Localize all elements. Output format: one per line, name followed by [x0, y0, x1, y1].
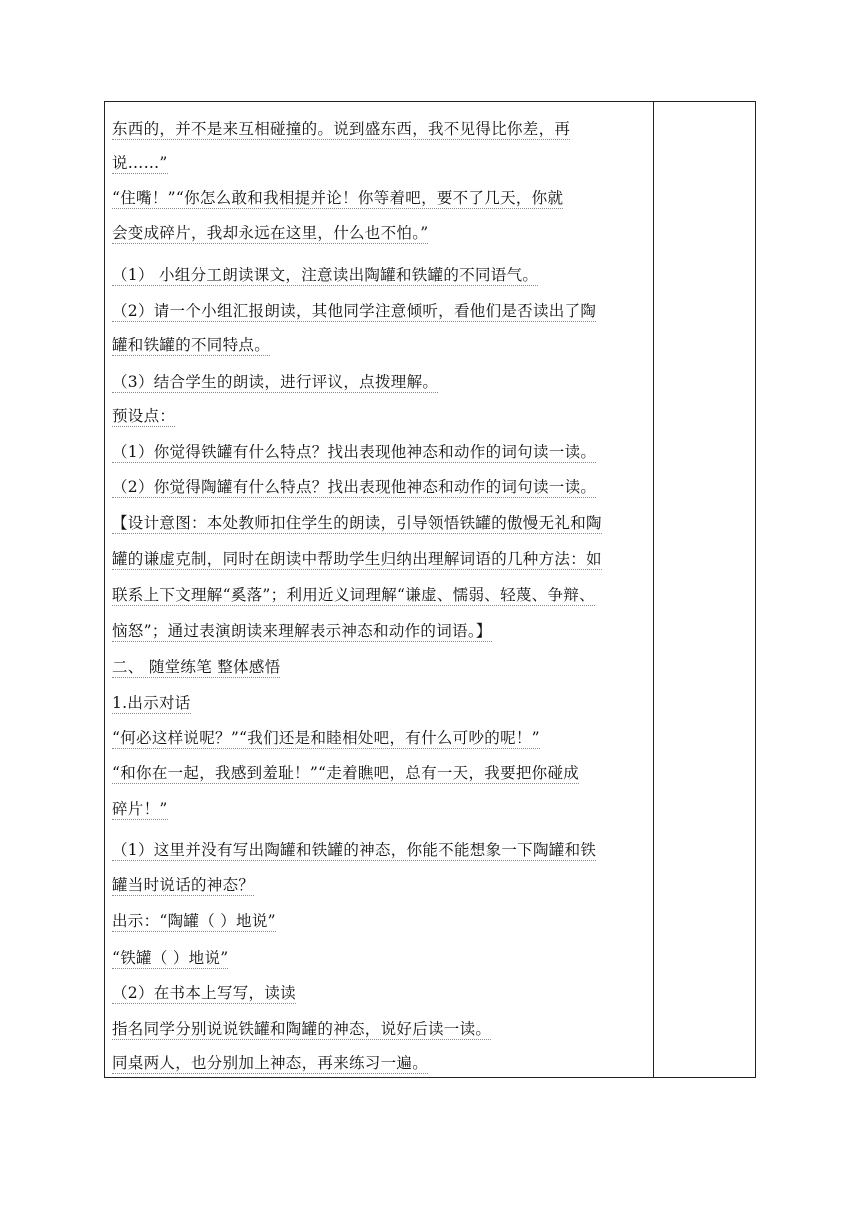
text-line-content: “铁罐（ ）地说”: [112, 949, 229, 967]
text-line-content: （1）这里并没有写出陶罐和铁罐的神态，你能不能想象一下陶罐和铁: [112, 841, 597, 859]
text-line-content: （2）在书本上写写，读读: [112, 984, 296, 1002]
text-line-content: 东西的，并不是来互相碰撞的。说到盛东西，我不见得比你差，再: [112, 120, 571, 138]
text-line: [112, 470, 596, 504]
text-line: [112, 181, 563, 215]
text-line-content: 1.出示对话: [112, 694, 191, 712]
text-line: [112, 542, 602, 576]
text-line-content: 预设点：: [112, 407, 176, 425]
text-line-content: 罐和铁罐的不同特点。: [112, 336, 271, 354]
text-line: [112, 435, 596, 469]
text-line: [112, 721, 540, 755]
text-line-content: 罐当时说话的神态？: [112, 876, 255, 894]
text-line-content: 二、 随堂练笔 整体感悟: [112, 658, 281, 676]
text-line-content: 联系上下文理解“奚落”；利用近义词理解“谦虚、懦弱、轻蔑、争辩、: [112, 586, 595, 604]
text-line-content: “何必这样说呢？”“我们还是和睦相处吧，有什么可吵的呢！”: [112, 729, 540, 747]
text-line-content: “和你在一起，我感到羞耻！”“走着瞧吧，总有一天，我要把你碰成: [112, 764, 580, 782]
text-line-content: “住嘴！”“你怎么敢和我相提并论！你等着吧，要不了几天，你就: [112, 189, 564, 207]
text-line: [112, 833, 596, 867]
text-line: [112, 216, 428, 250]
text-line-content: 【设计意图：本处教师扣住学生的朗读，引导领悟铁罐的傲慢无礼和陶: [112, 514, 602, 532]
text-line-content: （2）请一个小组汇报朗读，其他同学注意倾听，看他们是否读出了陶: [112, 302, 597, 320]
text-line: [112, 904, 276, 938]
text-line: [112, 756, 579, 790]
text-line: [112, 146, 168, 180]
text-line-content: 说……”: [112, 154, 168, 172]
text-line: [112, 868, 254, 902]
text-line: [112, 294, 596, 328]
text-line-content: 碎片！”: [112, 800, 168, 818]
text-line-content: 指名同学分别说说铁罐和陶罐的神态，说好后读一读。: [112, 1020, 492, 1038]
text-line-content: 恼怒”；通过表演朗读来理解表示神态和动作的词语。】: [112, 622, 492, 640]
text-line: [112, 941, 228, 975]
text-line: [112, 578, 595, 612]
text-line: [112, 686, 191, 720]
text-line: [112, 1046, 428, 1080]
text-line: [112, 614, 492, 648]
text-line-content: 同桌两人，也分别加上神态，再来练习一遍。: [112, 1054, 429, 1072]
text-line-content: （3）结合学生的朗读，进行评议，点拨理解。: [112, 373, 439, 391]
text-line: [112, 650, 280, 684]
text-line: [112, 258, 538, 292]
text-line: [112, 1012, 491, 1046]
text-line: [112, 976, 296, 1010]
text-line: [112, 112, 570, 146]
text-line-content: 罐的谦虚克制，同时在朗读中帮助学生归纳出理解词语的几种方法：如: [112, 550, 602, 568]
text-line-content: 出示：“陶罐（ ）地说”: [112, 912, 276, 930]
text-line-content: （1）你觉得铁罐有什么特点？找出表现他神态和动作的词句读一读。: [112, 443, 597, 461]
text-line: [112, 399, 175, 433]
text-line: [112, 365, 438, 399]
text-line: [112, 328, 270, 362]
text-line: [112, 792, 168, 826]
text-line-content: 会变成碎片，我却永远在这里，什么也不怕。”: [112, 224, 429, 242]
table-column-divider: [653, 101, 654, 1078]
text-line-content: （2）你觉得陶罐有什么特点？找出表现他神态和动作的词句读一读。: [112, 478, 597, 496]
text-line-content: （1） 小组分工朗读课文，注意读出陶罐和铁罐的不同语气。: [112, 266, 539, 284]
text-line: [112, 506, 602, 540]
